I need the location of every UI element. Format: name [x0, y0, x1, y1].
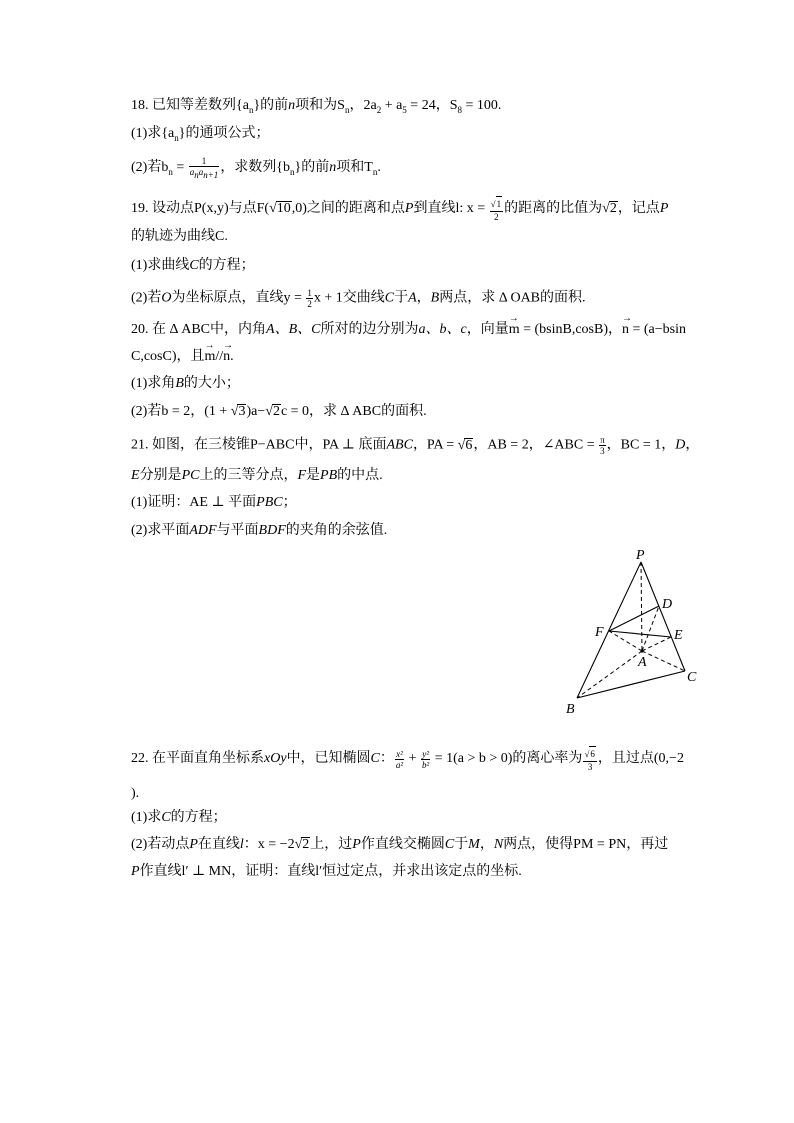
q20-var: B [175, 376, 184, 391]
q18-sub: n [168, 166, 173, 177]
label-f: F [595, 625, 604, 640]
edge-bc [577, 671, 685, 698]
fraction-denominator: 2 [494, 212, 499, 222]
edge-pa [641, 562, 642, 651]
q19-text: ,0)之间的距离和点 [291, 201, 405, 217]
q22-text: 于 [454, 837, 469, 852]
fraction-denominator: a² [395, 759, 404, 770]
sqrt-content: 2 [272, 404, 280, 419]
q21-text: 21. 如图，在三棱锥P−ABC中，PA ⊥ 底面 [131, 437, 387, 453]
q22-line-2 [131, 784, 139, 804]
q19-line-4 [131, 288, 586, 309]
q18-sub: n [248, 104, 254, 115]
q18-text: = 100. [461, 98, 502, 113]
fraction-denominator: 3 [587, 762, 593, 772]
q22-fraction-y [421, 749, 430, 770]
fraction-numerator: x² [396, 748, 403, 759]
q18-text: }的前 [253, 98, 289, 113]
q20-text: 所对的边分别为 [320, 322, 419, 337]
q18-var: n [329, 160, 337, 176]
q19-var: A [408, 290, 417, 306]
q22-fraction-x [395, 749, 404, 770]
fraction-numerator: √6 [583, 746, 596, 762]
q19-line-3 [131, 256, 255, 276]
radical-sign: √ [602, 201, 610, 217]
q18-text: 18. 已知等差数列{a [131, 98, 249, 113]
q22-var: C [161, 810, 171, 825]
sqrt-content: 6 [465, 437, 473, 453]
vector-m: → m [509, 320, 520, 340]
q21-text: 的夹角的余弦值. [285, 523, 388, 538]
q18-text: (1)求{a [131, 126, 175, 141]
sqrt-content: 3 [238, 404, 246, 419]
q22-var: C [370, 751, 380, 767]
q21-var: BDF [258, 523, 286, 538]
tetrahedron-figure [560, 545, 710, 720]
q22-var: M [468, 837, 480, 852]
q22-text: 两点，使得PM = PN，再过 [503, 837, 669, 852]
q18-line-1 [131, 96, 501, 120]
q21-text: (1)证明：AE ⊥ 平面 [131, 495, 257, 510]
q18-sub: 8 [457, 104, 462, 115]
q22-text: 上，过 [310, 837, 353, 852]
q21-fraction [599, 435, 606, 456]
sqrt-content: 2 [609, 201, 617, 217]
q18-sub: 2 [376, 104, 382, 115]
q19-var: C [189, 258, 199, 273]
fraction-numerator: y² [422, 748, 429, 759]
q19-text: 的轨迹为曲线C. [131, 229, 228, 244]
q20-line-2 [131, 347, 234, 367]
radical-sign: √ [265, 404, 273, 419]
q22-var: P [189, 837, 198, 852]
q19-fraction-2 [306, 288, 313, 309]
edge-ab [577, 651, 642, 698]
fraction-denominator: 3 [600, 446, 605, 456]
q19-text: ， [416, 290, 431, 306]
q22-var: xOy [264, 751, 287, 767]
q22-text: 作直线l′ ⊥ MN，证明：直线l′恒过定点，并求出该定点的坐标. [139, 864, 522, 879]
q19-text: 为坐标原点，直线y = [171, 290, 306, 306]
label-c: C [687, 670, 697, 685]
edge-pc [641, 562, 685, 671]
q19-line-2 [131, 227, 228, 247]
q19-text: x + 1交曲线 [313, 290, 385, 306]
fraction-denominator: 2 [307, 299, 312, 309]
q18-text: (2)若b [131, 160, 169, 176]
q18-text: 项和为S [295, 98, 345, 113]
q22-fraction-e [583, 746, 596, 772]
q20-text: (2)若b = 2，(1 + [131, 404, 231, 419]
q21-var: E [131, 468, 140, 483]
q19-var: P [659, 201, 669, 217]
q22-text: + [405, 751, 420, 767]
q18-sub: 5 [402, 104, 407, 115]
sqrt-content: 10 [276, 201, 291, 217]
fraction-numerator: √1 [490, 196, 503, 212]
q21-line-2 [131, 466, 383, 486]
q20-text: = (a−bsin [629, 322, 687, 337]
q21-var: PBC [256, 495, 283, 510]
q22-var: P [131, 864, 140, 879]
fraction-denominator: b² [422, 759, 430, 770]
q19-text: ，记点 [617, 201, 660, 217]
q22-text: (1)求 [131, 810, 162, 825]
q20-text: 20. 在 Δ ABC中，内角 [131, 322, 267, 337]
segment-ae [642, 637, 671, 651]
q19-fraction [490, 196, 503, 222]
fraction-numerator: 1 [189, 156, 220, 167]
q18-text: = 24，S [406, 98, 458, 113]
q18-text: }的前 [294, 160, 330, 176]
q18-line-2 [131, 124, 270, 148]
q19-text: (1)求曲线 [131, 258, 190, 273]
q22-text: ： [379, 751, 394, 767]
q21-var: D [675, 437, 686, 453]
q21-line-3 [131, 493, 297, 513]
q21-text: ，PA = [412, 437, 458, 453]
q18-text: + a [381, 98, 403, 113]
q19-var: B [430, 290, 440, 306]
q22-text: ， [479, 837, 494, 852]
q22-text: 作直线交椭圆 [360, 837, 445, 852]
q19-text: 于 [394, 290, 409, 306]
q19-text: 19. 设动点P(x,y)与点F( [131, 201, 270, 217]
q20-line-4 [131, 402, 427, 422]
q22-line-5 [131, 862, 522, 882]
q19-text: 到直线l: x = [413, 201, 489, 217]
q22-text: 的方程； [170, 810, 227, 825]
q21-text: 分别是 [139, 468, 182, 483]
q21-var: ADF [189, 523, 217, 538]
q20-text: = (bsinB,cosB)， [519, 322, 622, 337]
q18-text: ，求数列{b [220, 160, 291, 176]
q19-text: (2)若 [131, 290, 162, 306]
q22-var: P [352, 837, 361, 852]
q20-text: c = 0，求 Δ ABC的面积. [280, 404, 427, 419]
label-p: P [636, 548, 645, 563]
radical-sign: √ [294, 837, 303, 852]
q19-var: O [161, 290, 172, 306]
q20-var: a、b、c [418, 322, 467, 337]
den-a: a [189, 167, 195, 177]
q22-text: 22. 在平面直角坐标系 [131, 751, 264, 767]
radical-sign: √ [230, 404, 239, 419]
label-b: B [566, 702, 575, 717]
fraction-numerator: 1 [307, 288, 312, 298]
vector-n: → n [223, 347, 230, 367]
q22-var: N [493, 837, 504, 852]
q18-sub: n [344, 104, 350, 115]
q18-text: }的通项公式； [178, 126, 270, 141]
point-a-dot [640, 649, 643, 652]
q22-text: 在直线 [197, 837, 240, 852]
q19-line-1 [131, 196, 668, 222]
q20-var: A、B、C [266, 322, 321, 337]
q22-text: 中，已知椭圆 [286, 751, 371, 767]
vector-m: → m [205, 347, 216, 367]
sqrt-content: 6 [589, 746, 596, 761]
q22-line-4 [131, 835, 668, 855]
q19-text: 的方程； [198, 258, 255, 273]
fraction-numerator: π [600, 435, 605, 445]
q22-text: = 1(a > b > 0)的离心率为 [431, 751, 583, 767]
q21-text: 与平面 [216, 523, 259, 538]
q21-text: ； [282, 495, 297, 510]
q18-sub: n [290, 166, 295, 177]
q19-var: C [384, 290, 395, 306]
sqrt-content: 2 [302, 837, 310, 852]
label-e: E [674, 628, 683, 643]
q22-text: ，且过点(0,−2 [597, 751, 684, 767]
q20-text: 的大小； [183, 376, 240, 391]
q20-text: ，向量 [466, 322, 509, 337]
q20-text: . [230, 349, 234, 364]
q20-line-3 [131, 374, 240, 394]
q21-var: PC [181, 468, 200, 483]
q22-var: l [239, 837, 244, 852]
q18-sub: n [372, 166, 378, 177]
den-sub: n+1 [203, 169, 219, 180]
q19-var: P [404, 201, 414, 217]
vector-n: → n [622, 320, 629, 340]
q21-text: 是 [306, 468, 321, 483]
segment-fd [609, 606, 659, 631]
label-d: D [662, 597, 673, 612]
q20-text: C,cosC)，且 [131, 349, 205, 364]
q21-line-1 [131, 435, 699, 456]
q18-sub: n [174, 132, 179, 143]
segment-fe [609, 631, 671, 637]
q18-text: = [172, 160, 188, 176]
q18-line-3 [131, 156, 381, 182]
q22-text: ：x = −2 [243, 837, 295, 852]
q22-line-3 [131, 808, 227, 828]
radical-sign: √ [457, 437, 466, 453]
q18-text: 项和T [336, 160, 373, 176]
q22-var: C [444, 837, 455, 852]
q20-text: )a− [246, 404, 266, 419]
q22-text: ). [131, 786, 140, 801]
q18-text: ，2a [349, 98, 377, 113]
q21-text: ，BC = 1， [606, 437, 676, 453]
q18-var: n [288, 98, 296, 113]
radical-sign: √ [269, 201, 277, 217]
q21-text: 的中点. [337, 468, 383, 483]
q19-text: 两点，求 Δ OAB的面积. [439, 290, 586, 306]
q21-text: 上的三等分点， [199, 468, 298, 483]
den-a: a [198, 167, 204, 177]
q21-text: (2)求平面 [131, 523, 190, 538]
label-a: A [638, 655, 647, 670]
q21-var: ABC [386, 437, 413, 453]
q20-text: (1)求角 [131, 376, 176, 391]
edge-pb [577, 562, 641, 698]
den-sub: n [194, 169, 199, 180]
q21-var: PB [320, 468, 338, 483]
q22-text: (2)若动点 [131, 837, 190, 852]
q22-line-1 [131, 746, 684, 772]
q21-var: F [297, 468, 307, 483]
sqrt-content: 1 [496, 196, 503, 211]
q19-text: 的距离的比值为 [504, 201, 603, 217]
q18-fraction [189, 156, 220, 180]
q18-text: . [377, 160, 381, 176]
fraction-denominator [189, 167, 220, 180]
q21-line-4 [131, 521, 387, 541]
q21-text: ，AB = 2，∠ABC = [473, 437, 599, 453]
q21-text: ， [685, 437, 700, 453]
q20-text: // [215, 349, 224, 364]
